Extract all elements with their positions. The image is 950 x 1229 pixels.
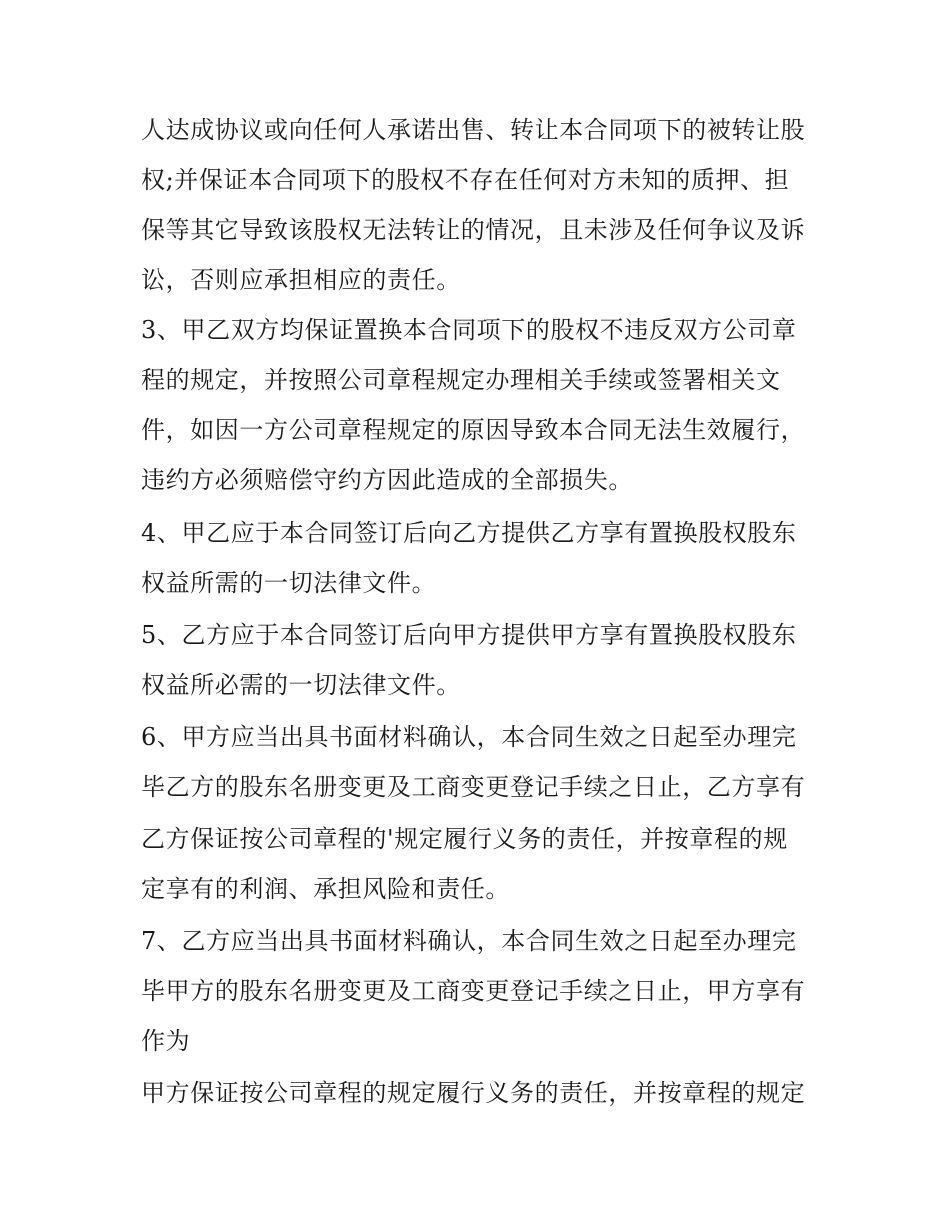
text-line: 讼，否则应承担相应的责任。 [141, 266, 461, 294]
text-line: 违约方必须赔偿守约方因此造成的全部损失。 [141, 466, 633, 494]
text-line: 乙方保证按公司章程的'规定履行义务的责任，并按章程的规 [141, 825, 788, 853]
text-line: 5、乙方应于本合同签订后向甲方提供甲方享有置换股权股东 [141, 621, 797, 649]
text-line: 保等其它导致该股权无法转让的情况，且未涉及任何争议及诉 [141, 216, 806, 244]
text-line: 毕乙方的股东名册变更及工商变更登记手续之日止，乙方享有 [141, 773, 806, 801]
text-line: 3、甲乙双方均保证置换本合同项下的股权不违反双方公司章 [141, 316, 797, 344]
text-line: 权益所必需的一切法律文件。 [141, 671, 461, 699]
text-line: 件，如因一方公司章程规定的原因导致本合同无法生效履行， [141, 416, 806, 444]
text-line: 程的规定，并按照公司章程规定办理相关手续或签署相关文 [141, 366, 781, 394]
text-line: 人达成协议或向任何人承诺出售、转让本合同项下的被转让股 [141, 116, 806, 144]
text-line: 6、甲方应当出具书面材料确认，本合同生效之日起至办理完 [141, 723, 797, 751]
text-line: 定享有的利润、承担风险和责任。 [141, 875, 510, 903]
text-line: 7、乙方应当出具书面材料确认，本合同生效之日起至办理完 [141, 927, 797, 955]
text-line: 作为 [141, 1027, 191, 1055]
text-line: 4、甲乙应于本合同签订后向乙方提供乙方享有置换股权股东 [141, 519, 797, 547]
text-line: 权益所需的一切法律文件。 [141, 569, 437, 597]
text-line: 甲方保证按公司章程的规定履行义务的责任，并按章程的规定 [141, 1079, 806, 1107]
text-line: 权;并保证本合同项下的股权不存在任何对方未知的质押、担 [141, 166, 790, 194]
text-line: 毕甲方的股东名册变更及工商变更登记手续之日止，甲方享有 [141, 977, 806, 1005]
